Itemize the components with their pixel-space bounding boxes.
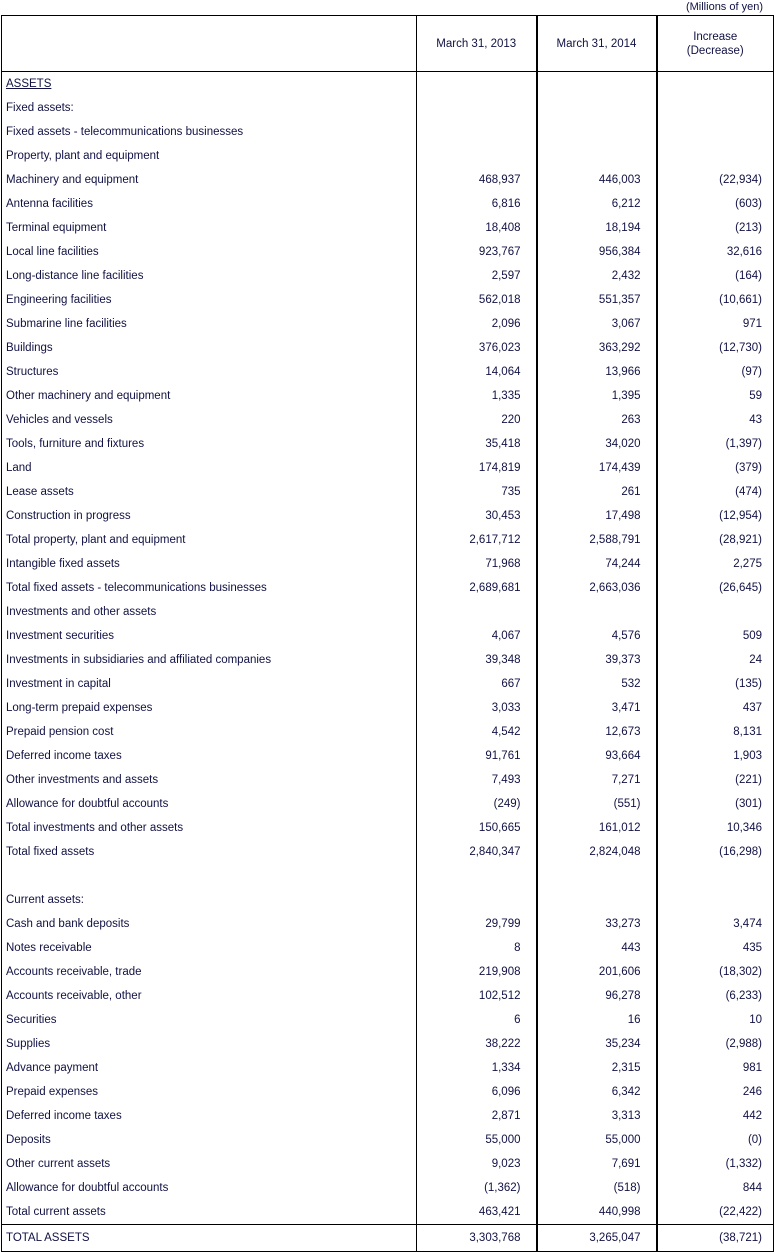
table-row bbox=[2, 672, 774, 696]
value-increase-decrease bbox=[657, 144, 774, 168]
row-label: Antenna facilities bbox=[2, 192, 417, 216]
table-row bbox=[2, 144, 774, 168]
value-march-2014: 3,067 bbox=[537, 312, 657, 336]
value-march-2014: 16 bbox=[537, 1008, 657, 1032]
row-label: Investments and other assets bbox=[2, 600, 417, 624]
value-march-2013: 3,033 bbox=[417, 696, 537, 720]
value-march-2013: 29,799 bbox=[417, 912, 537, 936]
value-march-2014: 2,824,048 bbox=[537, 840, 657, 864]
value-march-2014: 7,271 bbox=[537, 768, 657, 792]
table-row bbox=[2, 768, 774, 792]
value-march-2014: 33,273 bbox=[537, 912, 657, 936]
value-march-2013: 667 bbox=[417, 672, 537, 696]
value-increase-decrease: (12,730) bbox=[657, 336, 774, 360]
units-note: (Millions of yen) bbox=[685, 1, 763, 13]
table-row bbox=[2, 408, 774, 432]
value-march-2014: 174,439 bbox=[537, 456, 657, 480]
value-march-2013: 18,408 bbox=[417, 216, 537, 240]
value-march-2013: 463,421 bbox=[417, 1200, 537, 1225]
value-march-2014: (551) bbox=[537, 792, 657, 816]
value-increase-decrease: 2,275 bbox=[657, 552, 774, 576]
row-label: Deferred income taxes bbox=[2, 1104, 417, 1128]
table-row bbox=[2, 72, 774, 97]
value-march-2013 bbox=[417, 96, 537, 120]
value-increase-decrease: 971 bbox=[657, 312, 774, 336]
table-row bbox=[2, 888, 774, 912]
value-increase-decrease: 442 bbox=[657, 1104, 774, 1128]
value-march-2013: 2,096 bbox=[417, 312, 537, 336]
row-label: Other machinery and equipment bbox=[2, 384, 417, 408]
table-row bbox=[2, 360, 774, 384]
row-label bbox=[2, 864, 417, 888]
table-row bbox=[2, 192, 774, 216]
value-march-2013: 376,023 bbox=[417, 336, 537, 360]
row-label: Total fixed assets bbox=[2, 840, 417, 864]
value-increase-decrease: 59 bbox=[657, 384, 774, 408]
value-increase-decrease: 509 bbox=[657, 624, 774, 648]
value-march-2014: 201,606 bbox=[537, 960, 657, 984]
row-label: Machinery and equipment bbox=[2, 168, 417, 192]
value-increase-decrease: (18,302) bbox=[657, 960, 774, 984]
value-increase-decrease: 8,131 bbox=[657, 720, 774, 744]
value-march-2014: 4,576 bbox=[537, 624, 657, 648]
value-increase-decrease: (379) bbox=[657, 456, 774, 480]
table-row bbox=[2, 720, 774, 744]
value-march-2014: 263 bbox=[537, 408, 657, 432]
column-header-label bbox=[2, 16, 417, 72]
row-label: Intangible fixed assets bbox=[2, 552, 417, 576]
row-label: Total property, plant and equipment bbox=[2, 528, 417, 552]
value-increase-decrease: (1,332) bbox=[657, 1152, 774, 1176]
value-march-2014: 2,663,036 bbox=[537, 576, 657, 600]
value-march-2013: 39,348 bbox=[417, 648, 537, 672]
table-row bbox=[2, 936, 774, 960]
row-label: Fixed assets - telecommunications businesses bbox=[2, 120, 417, 144]
value-increase-decrease bbox=[657, 72, 774, 97]
row-label: Land bbox=[2, 456, 417, 480]
value-march-2014: 55,000 bbox=[537, 1128, 657, 1152]
table-row bbox=[2, 1080, 774, 1104]
table-row bbox=[2, 864, 774, 888]
table-row bbox=[2, 240, 774, 264]
value-increase-decrease: (2,988) bbox=[657, 1032, 774, 1056]
value-march-2014: 17,498 bbox=[537, 504, 657, 528]
value-march-2014: 7,691 bbox=[537, 1152, 657, 1176]
row-label: Terminal equipment bbox=[2, 216, 417, 240]
row-label: Cash and bank deposits bbox=[2, 912, 417, 936]
table-row bbox=[2, 1104, 774, 1128]
table-row bbox=[2, 1200, 774, 1225]
total-assets-label: TOTAL ASSETS bbox=[2, 1225, 417, 1252]
table-row bbox=[2, 264, 774, 288]
increase-label: Increase bbox=[693, 30, 738, 43]
total-assets-diff: (38,721) bbox=[657, 1225, 774, 1252]
value-increase-decrease bbox=[657, 120, 774, 144]
value-march-2013: 2,689,681 bbox=[417, 576, 537, 600]
value-march-2013: 220 bbox=[417, 408, 537, 432]
value-march-2013: 219,908 bbox=[417, 960, 537, 984]
column-header-increase-decrease bbox=[657, 16, 774, 72]
value-increase-decrease bbox=[657, 600, 774, 624]
row-label: Advance payment bbox=[2, 1056, 417, 1080]
value-march-2014: 93,664 bbox=[537, 744, 657, 768]
value-march-2013 bbox=[417, 144, 537, 168]
row-label: Current assets: bbox=[2, 888, 417, 912]
value-march-2013: 2,871 bbox=[417, 1104, 537, 1128]
value-march-2013 bbox=[417, 600, 537, 624]
table-row bbox=[2, 840, 774, 864]
value-march-2013: 6 bbox=[417, 1008, 537, 1032]
row-label: Prepaid expenses bbox=[2, 1080, 417, 1104]
row-label: Tools, furniture and fixtures bbox=[2, 432, 417, 456]
table-row bbox=[2, 528, 774, 552]
row-label: Deferred income taxes bbox=[2, 744, 417, 768]
row-label: Local line facilities bbox=[2, 240, 417, 264]
value-march-2013: 2,617,712 bbox=[417, 528, 537, 552]
table-row bbox=[2, 96, 774, 120]
table-row bbox=[2, 696, 774, 720]
row-label: Total fixed assets - telecommunications businesses bbox=[2, 576, 417, 600]
section-title: ASSETS bbox=[6, 78, 52, 90]
value-march-2014: 3,313 bbox=[537, 1104, 657, 1128]
value-march-2014: 12,673 bbox=[537, 720, 657, 744]
value-march-2014: 551,357 bbox=[537, 288, 657, 312]
value-march-2014: 2,588,791 bbox=[537, 528, 657, 552]
table-row bbox=[2, 960, 774, 984]
value-march-2014: 35,234 bbox=[537, 1032, 657, 1056]
value-increase-decrease: (221) bbox=[657, 768, 774, 792]
value-march-2013: 923,767 bbox=[417, 240, 537, 264]
value-increase-decrease: 24 bbox=[657, 648, 774, 672]
value-increase-decrease: (22,934) bbox=[657, 168, 774, 192]
row-label: Allowance for doubtful accounts bbox=[2, 1176, 417, 1200]
value-march-2013 bbox=[417, 864, 537, 888]
row-label bbox=[2, 72, 417, 97]
value-march-2013: 8 bbox=[417, 936, 537, 960]
row-label: Investment securities bbox=[2, 624, 417, 648]
value-increase-decrease: (10,661) bbox=[657, 288, 774, 312]
value-march-2014: 440,998 bbox=[537, 1200, 657, 1225]
table-row bbox=[2, 600, 774, 624]
value-march-2014 bbox=[537, 888, 657, 912]
row-label: Total current assets bbox=[2, 1200, 417, 1225]
value-march-2014: 18,194 bbox=[537, 216, 657, 240]
value-march-2014: 443 bbox=[537, 936, 657, 960]
value-march-2014 bbox=[537, 120, 657, 144]
value-increase-decrease: (213) bbox=[657, 216, 774, 240]
table-row bbox=[2, 336, 774, 360]
row-label: Buildings bbox=[2, 336, 417, 360]
row-label: Total investments and other assets bbox=[2, 816, 417, 840]
value-march-2014: 6,342 bbox=[537, 1080, 657, 1104]
value-march-2013 bbox=[417, 120, 537, 144]
value-march-2013: 35,418 bbox=[417, 432, 537, 456]
value-increase-decrease: 10 bbox=[657, 1008, 774, 1032]
table-row bbox=[2, 1176, 774, 1200]
row-label: Accounts receivable, other bbox=[2, 984, 417, 1008]
row-label: Investments in subsidiaries and affiliated companies bbox=[2, 648, 417, 672]
value-march-2014 bbox=[537, 600, 657, 624]
value-march-2014: 6,212 bbox=[537, 192, 657, 216]
value-increase-decrease: 981 bbox=[657, 1056, 774, 1080]
table-row bbox=[2, 288, 774, 312]
value-increase-decrease: (97) bbox=[657, 360, 774, 384]
value-march-2013: 174,819 bbox=[417, 456, 537, 480]
value-march-2013: 1,334 bbox=[417, 1056, 537, 1080]
row-label: Long-term prepaid expenses bbox=[2, 696, 417, 720]
table-row bbox=[2, 168, 774, 192]
decrease-label: (Decrease) bbox=[686, 44, 744, 57]
table-row bbox=[2, 624, 774, 648]
value-march-2014: 532 bbox=[537, 672, 657, 696]
value-march-2013: 7,493 bbox=[417, 768, 537, 792]
value-increase-decrease: (22,422) bbox=[657, 1200, 774, 1225]
row-label: Vehicles and vessels bbox=[2, 408, 417, 432]
value-increase-decrease: (135) bbox=[657, 672, 774, 696]
table-row bbox=[2, 792, 774, 816]
value-increase-decrease: 43 bbox=[657, 408, 774, 432]
value-increase-decrease: (6,233) bbox=[657, 984, 774, 1008]
value-march-2013: 30,453 bbox=[417, 504, 537, 528]
table-row bbox=[2, 504, 774, 528]
value-march-2014: 3,471 bbox=[537, 696, 657, 720]
row-label: Fixed assets: bbox=[2, 96, 417, 120]
value-march-2013 bbox=[417, 888, 537, 912]
value-march-2013: 55,000 bbox=[417, 1128, 537, 1152]
value-march-2013: 6,816 bbox=[417, 192, 537, 216]
row-label: Engineering facilities bbox=[2, 288, 417, 312]
table-row bbox=[2, 984, 774, 1008]
table-row bbox=[2, 912, 774, 936]
value-increase-decrease: (12,954) bbox=[657, 504, 774, 528]
table-row bbox=[2, 1008, 774, 1032]
value-march-2013: 91,761 bbox=[417, 744, 537, 768]
value-march-2013: 2,597 bbox=[417, 264, 537, 288]
value-march-2014: 96,278 bbox=[537, 984, 657, 1008]
table-row bbox=[2, 744, 774, 768]
table-row bbox=[2, 384, 774, 408]
value-increase-decrease bbox=[657, 96, 774, 120]
value-increase-decrease: (603) bbox=[657, 192, 774, 216]
value-march-2013: (249) bbox=[417, 792, 537, 816]
column-header-march-2013: March 31, 2013 bbox=[417, 16, 537, 72]
value-march-2013: 38,222 bbox=[417, 1032, 537, 1056]
column-header-march-2014: March 31, 2014 bbox=[537, 16, 657, 72]
value-march-2014: 956,384 bbox=[537, 240, 657, 264]
value-march-2014 bbox=[537, 72, 657, 97]
value-march-2013: 562,018 bbox=[417, 288, 537, 312]
value-march-2014: 161,012 bbox=[537, 816, 657, 840]
value-increase-decrease: 435 bbox=[657, 936, 774, 960]
table-row bbox=[2, 1128, 774, 1152]
table-row bbox=[2, 312, 774, 336]
row-label: Allowance for doubtful accounts bbox=[2, 792, 417, 816]
row-label: Accounts receivable, trade bbox=[2, 960, 417, 984]
table-body bbox=[2, 72, 774, 1225]
value-increase-decrease: (1,397) bbox=[657, 432, 774, 456]
value-increase-decrease: (164) bbox=[657, 264, 774, 288]
row-label: Investment in capital bbox=[2, 672, 417, 696]
value-increase-decrease: (28,921) bbox=[657, 528, 774, 552]
value-march-2014: 74,244 bbox=[537, 552, 657, 576]
table-row bbox=[2, 1056, 774, 1080]
value-march-2014 bbox=[537, 96, 657, 120]
value-increase-decrease bbox=[657, 864, 774, 888]
value-increase-decrease: 1,903 bbox=[657, 744, 774, 768]
total-assets-2013: 3,303,768 bbox=[417, 1225, 537, 1252]
table-row bbox=[2, 456, 774, 480]
row-label: Prepaid pension cost bbox=[2, 720, 417, 744]
value-increase-decrease bbox=[657, 888, 774, 912]
value-march-2013: 2,840,347 bbox=[417, 840, 537, 864]
value-march-2014: 2,315 bbox=[537, 1056, 657, 1080]
value-march-2014 bbox=[537, 864, 657, 888]
value-march-2013: 14,064 bbox=[417, 360, 537, 384]
row-label: Long-distance line facilities bbox=[2, 264, 417, 288]
value-increase-decrease: 32,616 bbox=[657, 240, 774, 264]
row-label: Other investments and assets bbox=[2, 768, 417, 792]
row-label: Construction in progress bbox=[2, 504, 417, 528]
value-march-2013: 6,096 bbox=[417, 1080, 537, 1104]
value-march-2014: 446,003 bbox=[537, 168, 657, 192]
value-march-2014 bbox=[537, 144, 657, 168]
total-assets-2014: 3,265,047 bbox=[537, 1225, 657, 1252]
value-march-2013: 735 bbox=[417, 480, 537, 504]
value-increase-decrease: 246 bbox=[657, 1080, 774, 1104]
value-increase-decrease: 437 bbox=[657, 696, 774, 720]
value-march-2013: 9,023 bbox=[417, 1152, 537, 1176]
value-march-2014: 363,292 bbox=[537, 336, 657, 360]
table-row bbox=[2, 1152, 774, 1176]
table-row bbox=[2, 432, 774, 456]
value-march-2013: 1,335 bbox=[417, 384, 537, 408]
total-assets-row bbox=[2, 1225, 774, 1252]
value-march-2014: 39,373 bbox=[537, 648, 657, 672]
value-march-2014: 261 bbox=[537, 480, 657, 504]
row-label: Notes receivable bbox=[2, 936, 417, 960]
table-row bbox=[2, 216, 774, 240]
table-row bbox=[2, 552, 774, 576]
row-label: Submarine line facilities bbox=[2, 312, 417, 336]
value-increase-decrease: (0) bbox=[657, 1128, 774, 1152]
value-march-2014: 1,395 bbox=[537, 384, 657, 408]
value-increase-decrease: (16,298) bbox=[657, 840, 774, 864]
table-row bbox=[2, 480, 774, 504]
value-increase-decrease: (26,645) bbox=[657, 576, 774, 600]
row-label: Lease assets bbox=[2, 480, 417, 504]
value-march-2014: 13,966 bbox=[537, 360, 657, 384]
row-label: Other current assets bbox=[2, 1152, 417, 1176]
value-march-2013: (1,362) bbox=[417, 1176, 537, 1200]
row-label: Property, plant and equipment bbox=[2, 144, 417, 168]
value-march-2014: 2,432 bbox=[537, 264, 657, 288]
row-label: Deposits bbox=[2, 1128, 417, 1152]
value-march-2014: (518) bbox=[537, 1176, 657, 1200]
value-march-2013 bbox=[417, 72, 537, 97]
table-row bbox=[2, 576, 774, 600]
table-row bbox=[2, 648, 774, 672]
value-increase-decrease: (474) bbox=[657, 480, 774, 504]
value-march-2013: 4,542 bbox=[417, 720, 537, 744]
value-march-2013: 4,067 bbox=[417, 624, 537, 648]
value-march-2013: 468,937 bbox=[417, 168, 537, 192]
table-header-row bbox=[2, 16, 774, 72]
value-increase-decrease: (301) bbox=[657, 792, 774, 816]
value-march-2013: 150,665 bbox=[417, 816, 537, 840]
row-label: Supplies bbox=[2, 1032, 417, 1056]
value-march-2013: 71,968 bbox=[417, 552, 537, 576]
value-increase-decrease: 10,346 bbox=[657, 816, 774, 840]
assets-balance-sheet-table bbox=[1, 15, 774, 1252]
value-increase-decrease: 3,474 bbox=[657, 912, 774, 936]
table-row bbox=[2, 1032, 774, 1056]
value-march-2013: 102,512 bbox=[417, 984, 537, 1008]
table-row bbox=[2, 120, 774, 144]
row-label: Securities bbox=[2, 1008, 417, 1032]
row-label: Structures bbox=[2, 360, 417, 384]
value-increase-decrease: 844 bbox=[657, 1176, 774, 1200]
table-row bbox=[2, 816, 774, 840]
value-march-2014: 34,020 bbox=[537, 432, 657, 456]
